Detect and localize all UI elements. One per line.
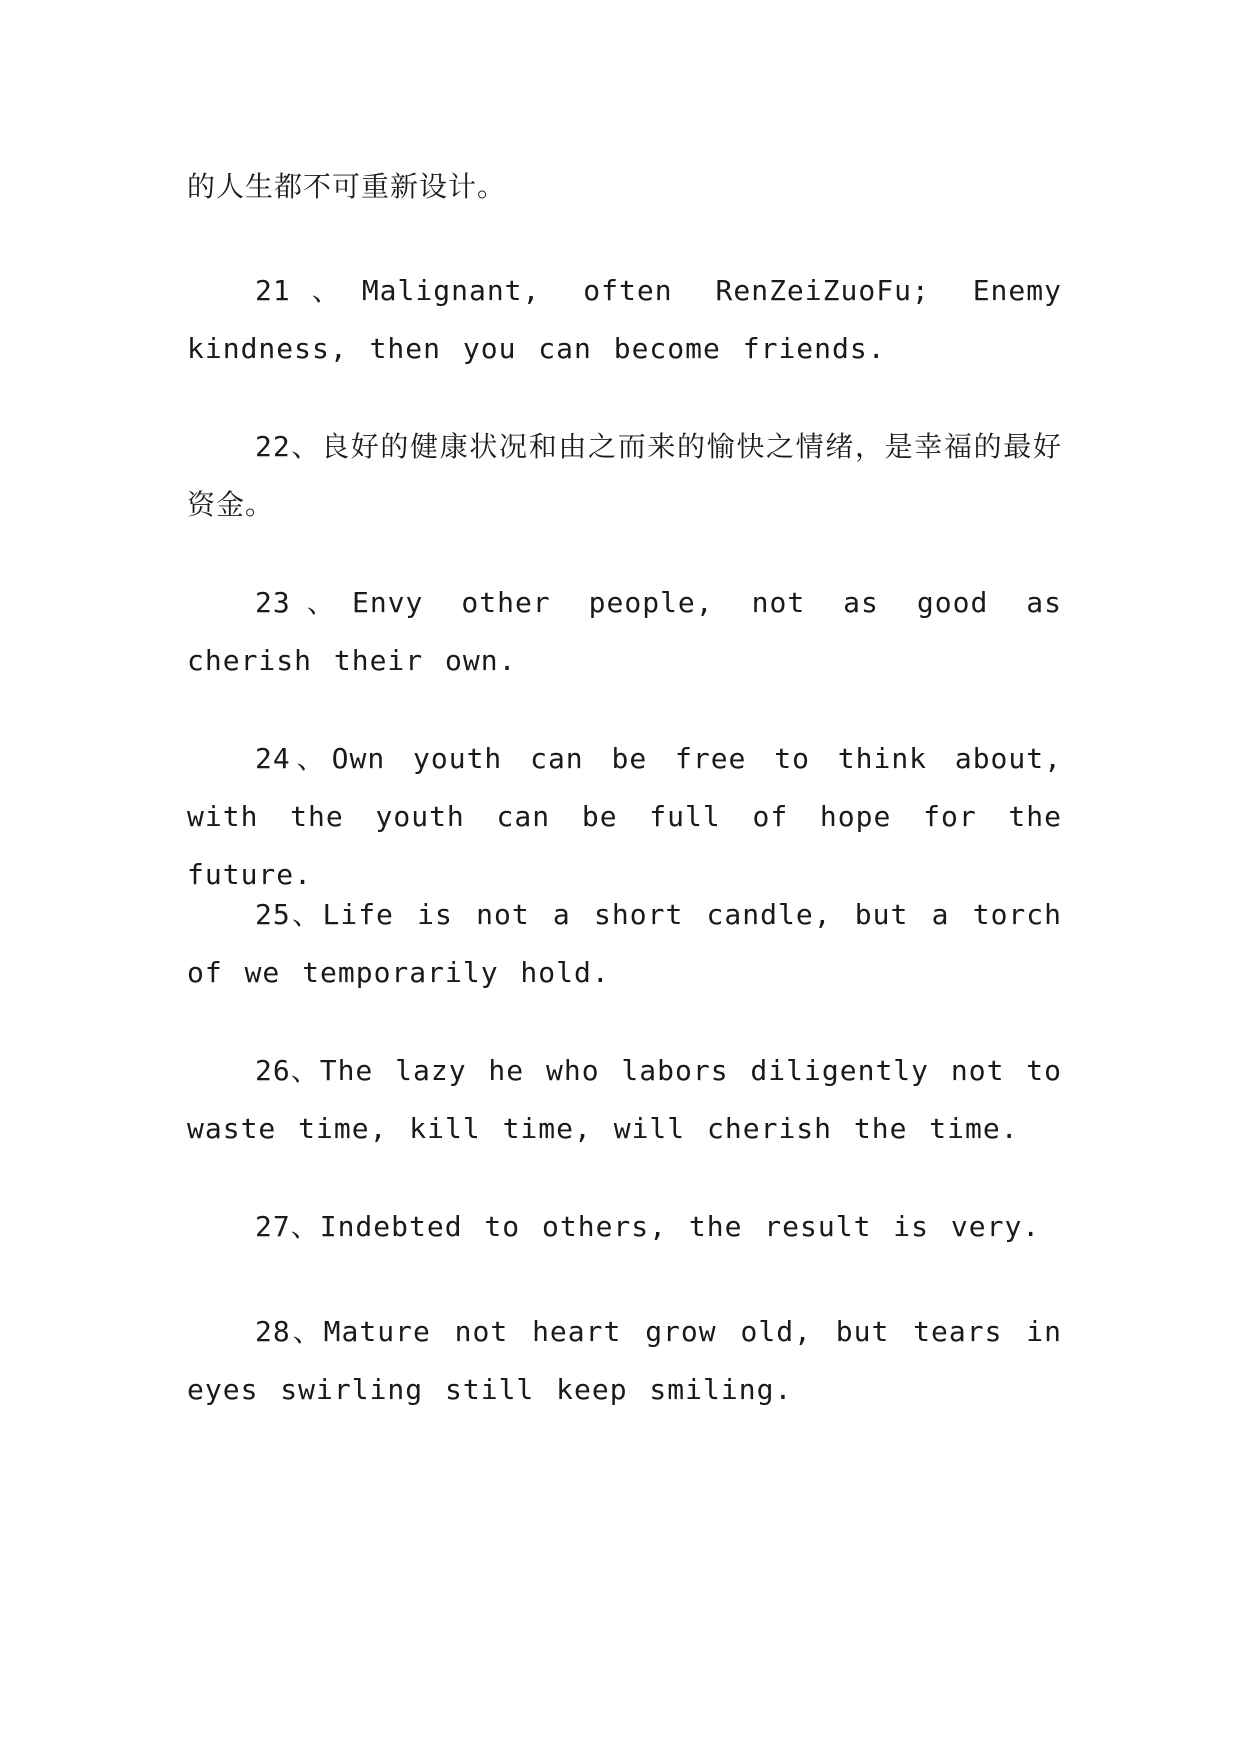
paragraph-22 <box>187 418 1062 534</box>
paragraph-text: 26、The lazy he who labors diligently not to waste time, kill time, will cherish the time. <box>187 1054 1063 1145</box>
paragraph-text: 21、Malignant, often RenZeiZuoFu; Enemy kindness, then you can become friends. <box>187 274 1062 365</box>
paragraph-28 <box>187 1303 1062 1419</box>
paragraph-21 <box>187 262 1062 378</box>
paragraph-24 <box>187 730 1062 904</box>
paragraph-25 <box>187 886 1062 1002</box>
paragraph-text: 24、Own youth can be free to think about, with the youth can be full of hope for the future. <box>187 742 1062 891</box>
paragraph-text: 28、Mature not heart grow old, but tears in eyes swirling still keep smiling. <box>187 1315 1062 1406</box>
paragraph-26 <box>187 1042 1062 1158</box>
paragraph-23 <box>187 574 1062 690</box>
paragraph-text: 22、良好的健康状况和由之而来的愉快之情绪，是幸福的最好资金。 <box>187 430 1062 521</box>
paragraph-27 <box>187 1198 1062 1256</box>
paragraph-continuation <box>187 158 1062 216</box>
paragraph-text: 27、Indebted to others, the result is very. <box>255 1210 1041 1243</box>
paragraph-text: 23、Envy other people, not as good as cherish their own. <box>187 586 1062 677</box>
paragraph-text: 25、Life is not a short candle, but a torch of we temporarily hold. <box>187 898 1062 989</box>
paragraph-text: 的人生都不可重新设计。 <box>187 170 507 203</box>
